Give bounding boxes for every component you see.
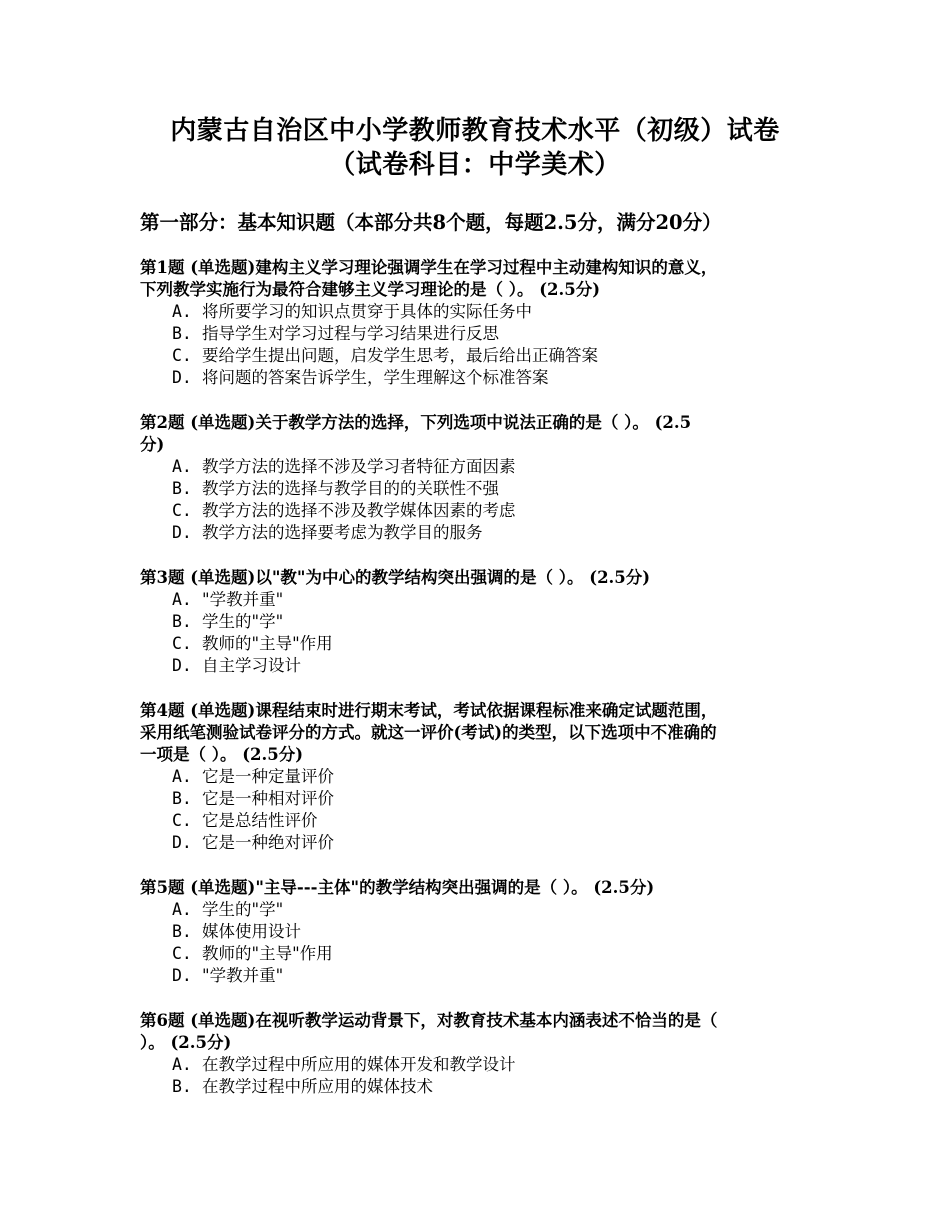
option-text: 它是一种定量评价 (202, 767, 334, 786)
option-text: 媒体使用设计 (202, 922, 301, 941)
option-text: 学生的"学" (202, 612, 284, 631)
option-d (140, 965, 820, 987)
option-letter: B. (172, 922, 192, 941)
option-d (140, 367, 820, 389)
option-text: 它是一种绝对评价 (202, 833, 334, 852)
option-letter: B. (172, 612, 192, 631)
option-letter: A. (172, 767, 192, 786)
option-text: 教学方法的选择不涉及学习者特征方面因素 (202, 457, 516, 476)
option-d (140, 522, 820, 544)
option-d (140, 655, 820, 677)
question-text: 分) (140, 435, 165, 454)
option-b (140, 323, 820, 345)
question-text: 第3题 (单选题)以"教"为中心的教学结构突出强调的是（ ）。 (2.5分) (140, 568, 651, 587)
question-text: 第2题 (单选题)关于教学方法的选择，下列选项中说法正确的是（ ）。 (2.5 (140, 413, 692, 432)
question-text: 下列教学实施行为最符合建够主义学习理论的是（ ）。 (2.5分) (140, 280, 601, 299)
option-text: 在教学过程中所应用的媒体开发和教学设计 (202, 1055, 516, 1074)
option-letter: C. (172, 634, 192, 653)
option-text: 将所要学习的知识点贯穿于具体的实际任务中 (202, 302, 532, 321)
option-letter: C. (172, 811, 192, 830)
option-c (140, 943, 820, 965)
exam-title: 内蒙古自治区中小学教师教育技术水平（初级）试卷 (170, 116, 780, 146)
question-text: 第1题 (单选题)建构主义学习理论强调学生在学习过程中主动建构知识的意义， (140, 258, 718, 277)
option-a (140, 1054, 820, 1076)
option-letter: D. (172, 368, 192, 387)
option-letter: A. (172, 1055, 192, 1074)
option-text: 自主学习设计 (202, 656, 301, 675)
question-1 (140, 257, 820, 389)
question-text: 采用纸笔测验试卷评分的方式。就这一评价(考试)的类型，以下选项中不准确的 (140, 723, 717, 742)
option-b (140, 478, 820, 500)
option-d (140, 832, 820, 854)
option-c (140, 345, 820, 367)
option-letter: B. (172, 1077, 192, 1096)
option-text: 教师的"主导"作用 (202, 944, 333, 963)
option-letter: C. (172, 501, 192, 520)
question-text: 一项是（ ）。 (2.5分) (140, 745, 304, 764)
option-c (140, 633, 820, 655)
option-b (140, 1076, 820, 1098)
section-heading: 第一部分：基本知识题（本部分共8个题，每题2.5分，满分20分） (140, 211, 722, 234)
question-text: 第4题 (单选题)课程结束时进行期末考试，考试依据课程标准来确定试题范围， (140, 701, 718, 720)
option-letter: B. (172, 479, 192, 498)
option-text: 它是总结性评价 (202, 811, 318, 830)
option-text: 将问题的答案告诉学生，学生理解这个标准答案 (202, 368, 549, 387)
question-4 (140, 700, 820, 854)
exam-subject: （试卷科目：中学美术） (329, 150, 621, 180)
question-5 (140, 877, 820, 987)
option-text: 教学方法的选择要考虑为教学目的服务 (202, 523, 483, 542)
option-text: 教师的"主导"作用 (202, 634, 333, 653)
option-text: 教学方法的选择不涉及教学媒体因素的考虑 (202, 501, 516, 520)
option-a (140, 589, 820, 611)
option-letter: D. (172, 523, 192, 542)
option-letter: C. (172, 944, 192, 963)
question-text: 第6题 (单选题)在视听教学运动背景下，对教育技术基本内涵表述不恰当的是（ (140, 1011, 718, 1030)
question-text: 第5题 (单选题)"主导---主体"的教学结构突出强调的是（ ）。 (2.5分) (140, 878, 655, 897)
question-3 (140, 567, 820, 677)
option-letter: A. (172, 900, 192, 919)
option-a (140, 899, 820, 921)
question-2 (140, 412, 820, 544)
option-letter: B. (172, 324, 192, 343)
option-text: 指导学生对学习过程与学习结果进行反思 (202, 324, 499, 343)
option-b (140, 921, 820, 943)
option-a (140, 766, 820, 788)
option-letter: A. (172, 302, 192, 321)
option-letter: D. (172, 966, 192, 985)
option-b (140, 788, 820, 810)
option-letter: D. (172, 656, 192, 675)
option-text: 学生的"学" (202, 900, 284, 919)
question-text: ）。 (2.5分) (140, 1033, 232, 1052)
option-text: "学教并重" (202, 590, 284, 609)
option-text: 它是一种相对评价 (202, 789, 334, 808)
option-b (140, 611, 820, 633)
option-text: "学教并重" (202, 966, 284, 985)
option-letter: A. (172, 590, 192, 609)
option-letter: A. (172, 457, 192, 476)
option-c (140, 810, 820, 832)
option-letter: B. (172, 789, 192, 808)
option-letter: C. (172, 346, 192, 365)
option-a (140, 456, 820, 478)
question-6 (140, 1010, 820, 1098)
option-text: 要给学生提出问题，启发学生思考，最后给出正确答案 (202, 346, 598, 365)
option-letter: D. (172, 833, 192, 852)
option-c (140, 500, 820, 522)
option-text: 在教学过程中所应用的媒体技术 (202, 1077, 433, 1096)
option-a (140, 301, 820, 323)
option-text: 教学方法的选择与教学目的的关联性不强 (202, 479, 499, 498)
